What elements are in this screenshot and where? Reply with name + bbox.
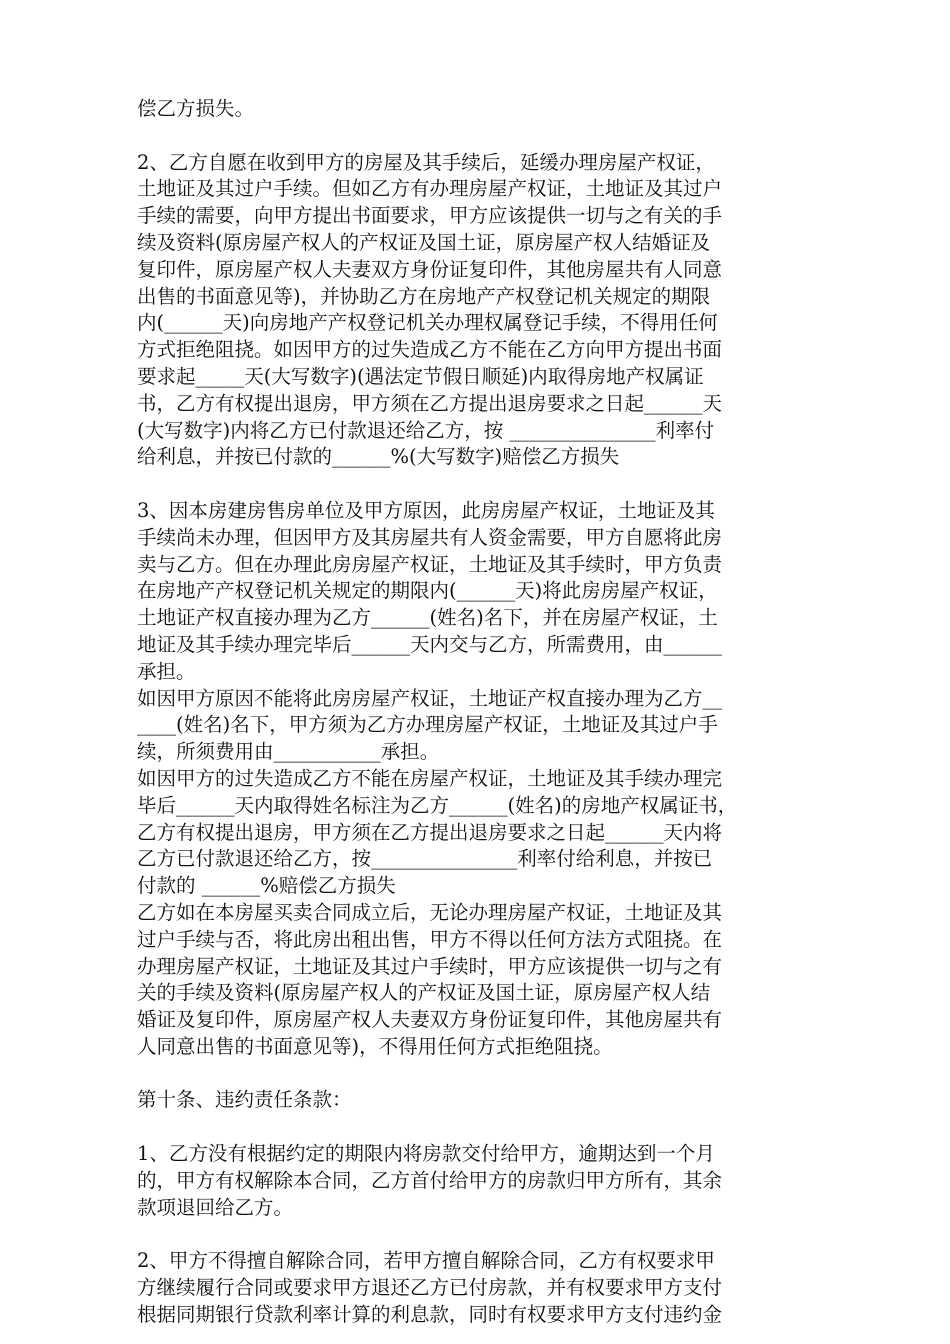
text-line: 出售的书面意见等)，并协助乙方在房地产产权登记机关规定的期限 [137,284,711,308]
text-line: 关的手续及资料(原房屋产权人的产权证及国土证，原房屋产权人结 [137,981,711,1005]
text-line: 在房地产产权登记机关规定的期限内(______天)将此房房屋产权证， [137,579,718,603]
text-line: 复印件，原房屋产权人夫妻双方身份证复印件，其他房屋共有人同意 [137,257,723,281]
text-line: 乙方已付款退还给乙方，按_______________利率付给利息，并按已 [137,847,713,871]
paragraph-gap [137,471,817,498]
paragraph-breach-seller [137,1248,817,1328]
document-page [137,96,817,1329]
paragraph-gap [137,1221,817,1248]
text-line: 的，甲方有权解除本合同，乙方首付给甲方的房款归甲方所有，其余 [137,1168,723,1192]
text-line: 根据同期银行贷款利率计算的利息款，同时有权要求甲方支付违约金 [137,1302,723,1326]
text-line: 办理房屋产权证，土地证及其过户手续时，甲方应该提供一切与之有 [137,954,723,978]
text-line: (大写数字)内将乙方已付款退还给乙方，按 _______________利率付 [137,418,715,442]
text-line: 卖与乙方。但在办理此房房屋产权证，土地证及其手续时，甲方负责 [137,552,723,576]
text-line: 毕后______天内取得姓名标注为乙方______(姓名)的房地产权属证书， [137,793,738,817]
section-heading-article-10 [137,1087,817,1114]
paragraph-gap [137,123,817,150]
text-line: 方式拒绝阻挠。如因甲方的过失造成乙方不能在乙方向甲方提出书面 [137,338,723,362]
text-line: 承担。 [137,659,196,683]
text-line: 给利息，并按已付款的______%(大写数字)赔偿乙方损失 [137,445,620,469]
paragraph-breach-buyer [137,1141,817,1221]
text-line: 续及资料(原房屋产权人的产权证及国土证，原房屋产权人结婚证及 [137,230,711,254]
text-line: 2、乙方自愿在收到甲方的房屋及其手续后，延缓办理房屋产权证， [137,150,715,174]
text-line: 内(______天)向房地产产权登记机关办理权属登记手续，不得用任何 [137,311,718,335]
text-line: 要求起_____天(大写数字)(遇法定节假日顺延)内取得房地产权属证 [137,364,704,388]
text-line: 偿乙方损失。 [137,97,255,120]
text-line: 续，所须费用由___________承担。 [137,740,440,764]
text-line: ____(姓名)名下，甲方须为乙方办理房屋产权证，土地证及其过户手 [137,713,718,737]
text-line: 书，乙方有权提出退房，甲方须在乙方提出退房要求之日起______天 [137,391,723,415]
text-line: 婚证及复印件，原房屋产权人夫妻双方身份证复印件，其他房屋共有 [137,1008,723,1032]
text-line: 乙方如在本房屋买卖合同成立后，无论办理房屋产权证，土地证及其 [137,900,723,924]
paragraph-clause-2-deferred-title [137,150,817,472]
text-line: 土地证及其过户手续。但如乙方有办理房屋产权证，土地证及其过户 [137,177,723,201]
text-line: 土地证产权直接办理为乙方______(姓名)名下，并在房屋产权证，土 [137,606,718,630]
paragraph-gap [137,1061,817,1088]
paragraph-compensation-end [137,96,817,123]
text-line: 款项退回给乙方。 [137,1195,294,1219]
text-line: 如因甲方原因不能将此房房屋产权证，土地证产权直接办理为乙方__ [137,686,723,710]
text-line: 如因甲方的过失造成乙方不能在房屋产权证，土地证及其手续办理完 [137,766,723,790]
paragraph-clause-3-seller-reasons [137,498,817,1061]
text-line: 手续的需要，向甲方提出书面要求，甲方应该提供一切与之有关的手 [137,204,723,228]
text-line: 人同意出售的书面意见等)，不得用任何方式拒绝阻挠。 [137,1034,613,1058]
heading-line: 第十条、违约责任条款： [137,1088,352,1112]
text-line: 2、甲方不得擅自解除合同，若甲方擅自解除合同，乙方有权要求甲 [137,1249,715,1273]
text-line: 地证及其手续办理完毕后______天内交与乙方，所需费用，由______ [137,632,723,656]
text-line: 手续尚未办理，但因甲方及其房屋共有人资金需要，甲方自愿将此房 [137,525,723,549]
text-line: 付款的 ______%赔偿乙方损失 [137,874,396,898]
text-line: 3、因本房建房售房单位及甲方原因，此房房屋产权证，土地证及其 [137,498,715,522]
text-line: 过户手续与否，将此房出租出售，甲方不得以任何方法方式阻挠。在 [137,927,723,951]
text-line: 1、乙方没有根据约定的期限内将房款交付给甲方，逾期达到一个月 [137,1142,715,1166]
text-line: 方继续履行合同或要求甲方退还乙方已付房款，并有权要求甲方支付 [137,1276,723,1300]
text-line: 乙方有权提出退房，甲方须在乙方提出退房要求之日起______天内将 [137,820,723,844]
paragraph-gap [137,1114,817,1141]
